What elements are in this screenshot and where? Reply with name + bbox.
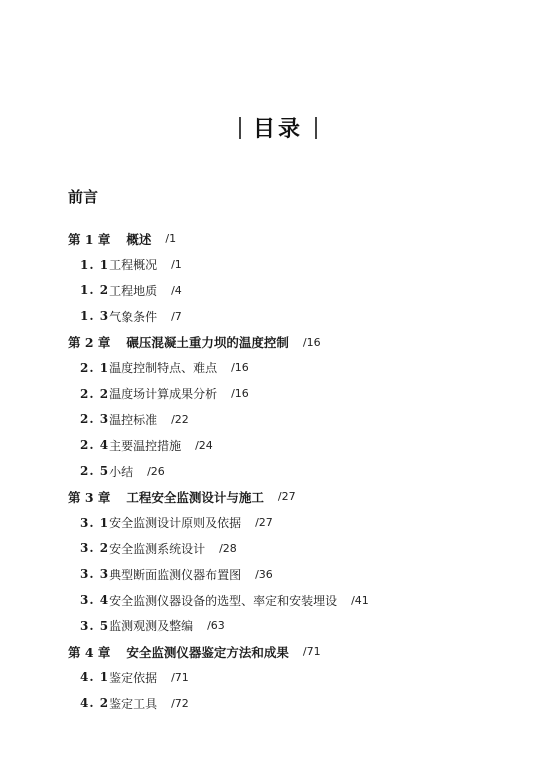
- toc-entry-page: /22: [171, 412, 189, 426]
- toc-entry-page: /27: [277, 490, 296, 504]
- toc-entry-label: 鉴定依据: [109, 670, 158, 685]
- toc-entry-number: 2. 3: [80, 412, 110, 427]
- toc-entry-label: 典型断面监测仪器布置图: [109, 567, 242, 582]
- toc-section-entry[interactable]: [68, 355, 508, 381]
- toc-entry-number: 第 4 章: [68, 644, 111, 660]
- toc-entry-number: 3. 3: [80, 567, 110, 582]
- toc-section-entry[interactable]: [68, 252, 508, 278]
- toc-entry-label: 工程安全监测设计与施工: [126, 489, 264, 505]
- toc-section-entry[interactable]: [68, 458, 508, 484]
- toc-entry-number: 2. 5: [80, 464, 110, 479]
- toc-entry-label: 安全监测仪器设备的选型、率定和安装埋设: [109, 593, 338, 608]
- toc-entry-number: 3. 5: [80, 618, 110, 633]
- toc-entry-label: 工程概况: [109, 258, 158, 273]
- toc-entry-number: 3. 4: [80, 593, 110, 608]
- toc-section-entry[interactable]: [68, 613, 508, 639]
- preface-heading: 前言: [68, 188, 99, 206]
- toc-entry-page: /26: [147, 464, 165, 478]
- toc-entry-page: /71: [171, 670, 189, 684]
- toc-chapter-entry[interactable]: [68, 484, 508, 510]
- toc-section-entry[interactable]: [68, 278, 508, 304]
- toc-entry-page: /4: [171, 283, 182, 297]
- toc-entry-number: 3. 1: [80, 515, 110, 530]
- toc-entry-page: /28: [219, 541, 237, 555]
- title-left-bar: [239, 117, 241, 139]
- toc-entry-label: 安全监测仪器鉴定方法和成果: [126, 644, 289, 660]
- toc-entry-label: 安全监测设计原则及依据: [109, 516, 242, 531]
- toc-entry-label: 主要温控措施: [109, 438, 182, 453]
- toc-section-entry[interactable]: [68, 561, 508, 587]
- toc-entry-label: 鉴定工具: [109, 696, 158, 711]
- toc-section-entry[interactable]: [68, 587, 508, 613]
- toc-entry-page: /36: [255, 567, 273, 581]
- toc-entry-page: /16: [231, 361, 249, 375]
- toc-section-entry[interactable]: [68, 690, 508, 716]
- page-title: 目录: [252, 117, 303, 142]
- toc-entry-page: /16: [302, 335, 321, 349]
- toc-entry-number: 3. 2: [80, 541, 110, 556]
- toc-section-entry[interactable]: [68, 432, 508, 458]
- toc-entry-page: /1: [165, 232, 177, 246]
- toc-entry-number: 2. 1: [80, 360, 110, 375]
- toc-entry-page: /27: [255, 516, 273, 530]
- toc-entry-label: 气象条件: [109, 309, 158, 324]
- toc-section-entry[interactable]: [68, 510, 508, 536]
- toc-entry-number: 第 2 章: [68, 335, 111, 351]
- toc-entry-page: /41: [351, 593, 369, 607]
- toc-section-entry[interactable]: [68, 303, 508, 329]
- toc-entry-label: 温度场计算成果分析: [109, 387, 218, 402]
- toc-entry-number: 第 3 章: [68, 489, 111, 505]
- toc-entry-number: 1. 2: [80, 283, 110, 298]
- toc-entry-number: 4. 1: [80, 670, 110, 685]
- toc-entry-number: 1. 1: [80, 257, 110, 272]
- toc-entry-page: /16: [231, 387, 249, 401]
- toc-entry-label: 工程地质: [109, 283, 158, 298]
- toc-entry-number: 2. 2: [80, 386, 110, 401]
- toc-section-entry[interactable]: [68, 381, 508, 407]
- toc-entry-label: 碾压混凝土重力坝的温度控制: [126, 335, 289, 351]
- toc-entry-page: /71: [302, 645, 321, 659]
- toc-section-entry[interactable]: [68, 665, 508, 691]
- toc-chapter-entry[interactable]: [68, 639, 508, 665]
- toc-entry-label: 温控标准: [109, 412, 158, 427]
- toc-entry-page: /1: [171, 258, 182, 272]
- title-block: [0, 112, 556, 143]
- toc-entry-number: 2. 4: [80, 438, 110, 453]
- toc-entry-number: 第 1 章: [68, 231, 111, 247]
- toc-entry-label: 温度控制特点、难点: [109, 361, 218, 376]
- toc-entry-label: 安全监测系统设计: [109, 541, 206, 556]
- toc-entry-label: 监测观测及整编: [109, 619, 194, 634]
- toc-entry-label: 小结: [109, 464, 134, 479]
- table-of-contents: [68, 226, 508, 716]
- toc-section-entry[interactable]: [68, 407, 508, 433]
- toc-entry-page: /7: [171, 309, 182, 323]
- toc-entry-page: /72: [171, 696, 189, 710]
- toc-entry-number: 4. 2: [80, 696, 110, 711]
- toc-entry-label: 概述: [126, 231, 152, 247]
- toc-entry-page: /24: [195, 438, 213, 452]
- toc-entry-page: /63: [207, 619, 225, 633]
- toc-chapter-entry[interactable]: [68, 329, 508, 355]
- toc-section-entry[interactable]: [68, 536, 508, 562]
- title-right-bar: [315, 117, 317, 139]
- toc-entry-number: 1. 3: [80, 309, 110, 324]
- toc-chapter-entry[interactable]: [68, 226, 508, 252]
